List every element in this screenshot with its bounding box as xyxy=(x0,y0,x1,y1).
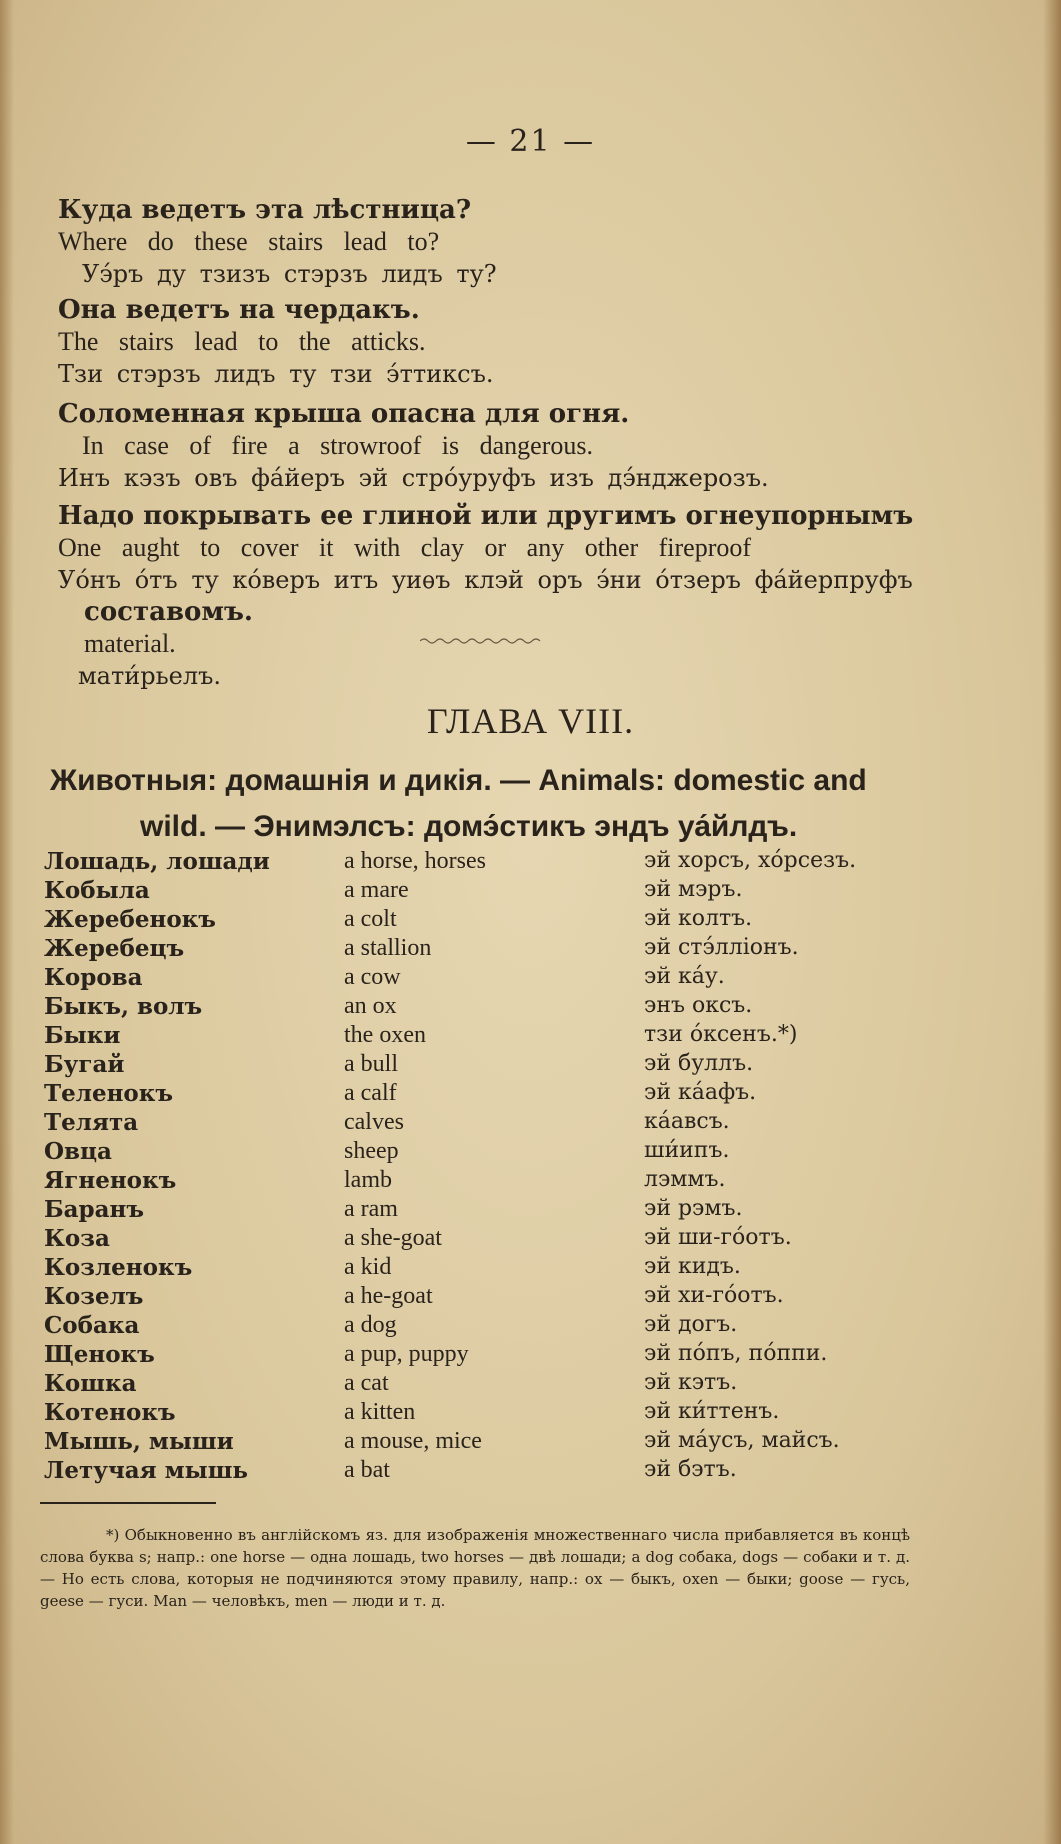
vocab-russian: Коза xyxy=(44,1225,110,1252)
vocab-transliteration: энъ оксъ. xyxy=(644,993,753,1018)
vocab-english: a bat xyxy=(344,1457,390,1483)
vocabulary-row xyxy=(44,1399,944,1428)
vocab-transliteration: эй буллъ. xyxy=(644,1051,754,1076)
vocab-transliteration: ши́ипъ. xyxy=(644,1138,730,1163)
vocab-english: the oxen xyxy=(344,1022,426,1048)
vocab-russian: Ягненокъ xyxy=(44,1167,177,1194)
vocab-transliteration: лэммъ. xyxy=(644,1167,726,1192)
chapter-subtitle-line-2: wild. — Энимэлсъ: домэ́стикъ эндъ уа́йлдъ. xyxy=(140,810,798,843)
vocab-russian: Быки xyxy=(44,1022,121,1049)
english-sentence: In case of fire a strowroof is dangerous. xyxy=(82,431,593,460)
vocab-russian: Лошадь, лошади xyxy=(44,848,270,875)
vocabulary-row xyxy=(44,848,944,877)
vocabulary-row xyxy=(44,877,944,906)
vocab-transliteration: эй ши-го́отъ. xyxy=(644,1225,792,1250)
vocab-english: a colt xyxy=(344,906,397,932)
english-sentence-continuation: material. xyxy=(84,629,176,658)
vocab-russian: Кобыла xyxy=(44,877,150,904)
vocab-russian: Быкъ, волъ xyxy=(44,993,203,1020)
english-sentence: The stairs lead to the atticks. xyxy=(58,327,426,356)
vocab-russian: Телята xyxy=(44,1109,139,1136)
decorative-squiggle xyxy=(420,637,545,645)
vocab-english: calves xyxy=(344,1109,404,1135)
vocab-transliteration: эй хи-го́отъ. xyxy=(644,1283,784,1308)
english-sentence: Where do these stairs lead to? xyxy=(58,227,440,256)
transliteration: Тзи стэрзъ лидъ ту тзи э́ттиксъ. xyxy=(58,360,494,388)
vocab-transliteration: эй бэтъ. xyxy=(644,1457,737,1482)
english-sentence: One aught to cover it with clay or any other fireproof xyxy=(58,533,752,562)
transliteration: Уо́нъ о́тъ ту ко́веръ итъ уиѳъ клэй оръ э́ни о́тзеръ фа́йерпруфъ xyxy=(58,566,913,594)
vocab-transliteration: эй колтъ. xyxy=(644,906,753,931)
vocab-russian: Козленокъ xyxy=(44,1254,193,1281)
vocab-russian: Теленокъ xyxy=(44,1080,174,1107)
vocab-english: a dog xyxy=(344,1312,397,1338)
russian-sentence-continuation: составомъ. xyxy=(84,597,253,627)
dialogue-entry xyxy=(58,398,991,494)
transliteration: Уэ́ръ ду тзизъ стэрзъ лидъ ту? xyxy=(82,260,497,288)
vocab-english: a bull xyxy=(344,1051,398,1077)
vocabulary-row xyxy=(44,1312,944,1341)
vocab-english: an ox xyxy=(344,993,397,1019)
vocab-russian: Жеребенокъ xyxy=(44,906,216,933)
vocab-english: a ram xyxy=(344,1196,398,1222)
vocabulary-row xyxy=(44,1254,944,1283)
vocabulary-row xyxy=(44,1138,944,1167)
vocab-russian: Баранъ xyxy=(44,1196,145,1223)
chapter-subtitle-line-1: Животныя: домашнія и дикія. — Animals: domestic and xyxy=(50,764,867,797)
vocabulary-row xyxy=(44,993,944,1022)
vocabulary-row xyxy=(44,1022,944,1051)
footnote xyxy=(40,1524,910,1612)
vocab-english: a kid xyxy=(344,1254,392,1280)
page-edge-left xyxy=(0,0,14,1844)
russian-sentence: Она ведетъ на чердакъ. xyxy=(58,295,420,325)
vocab-russian: Щенокъ xyxy=(44,1341,155,1368)
vocab-transliteration: эй стэ́лліонъ. xyxy=(644,935,799,960)
vocab-transliteration: тзи о́ксенъ.*) xyxy=(644,1022,798,1047)
vocab-transliteration: эй рэмъ. xyxy=(644,1196,743,1221)
footnote-separator xyxy=(40,1502,216,1504)
vocab-transliteration: эй хорсъ, хо́рсезъ. xyxy=(644,848,857,873)
vocab-english: a pup, puppy xyxy=(344,1341,469,1367)
vocab-russian: Жеребецъ xyxy=(44,935,185,962)
vocab-transliteration: эй догъ. xyxy=(644,1312,738,1337)
vocab-russian: Собака xyxy=(44,1312,140,1339)
vocab-english: sheep xyxy=(344,1138,399,1164)
vocab-russian: Овца xyxy=(44,1138,112,1165)
page-number: — 21 — xyxy=(465,124,596,159)
dialogue-entry xyxy=(58,500,991,692)
russian-sentence: Надо покрывать ее глиной или другимъ огнеупорнымъ xyxy=(58,501,914,531)
vocab-transliteration: эй ки́ттенъ. xyxy=(644,1399,780,1424)
vocab-transliteration: эй ма́усъ, майсъ. xyxy=(644,1428,840,1453)
vocab-russian: Кошка xyxy=(44,1370,137,1397)
transliteration-continuation: мати́рьелъ. xyxy=(78,662,222,690)
vocab-english: lamb xyxy=(344,1167,392,1193)
vocabulary-row xyxy=(44,935,944,964)
page-edge-right xyxy=(1043,0,1061,1844)
vocab-transliteration: эй мэръ. xyxy=(644,877,743,902)
vocab-transliteration: эй ка́у. xyxy=(644,964,725,989)
vocab-english: a kitten xyxy=(344,1399,416,1425)
vocabulary-row xyxy=(44,1428,944,1457)
vocab-russian: Мышь, мыши xyxy=(44,1428,234,1455)
vocab-russian: Корова xyxy=(44,964,143,991)
vocabulary-row xyxy=(44,1341,944,1370)
russian-sentence: Куда ведетъ эта лѣстница? xyxy=(58,195,472,225)
vocabulary-table xyxy=(44,848,944,1486)
vocabulary-row xyxy=(44,1370,944,1399)
vocab-english: a he-goat xyxy=(344,1283,433,1309)
vocab-english: a she-goat xyxy=(344,1225,442,1251)
russian-sentence: Соломенная крыша опасна для огня. xyxy=(58,399,630,429)
vocab-transliteration: эй кэтъ. xyxy=(644,1370,738,1395)
vocabulary-row xyxy=(44,906,944,935)
vocabulary-row xyxy=(44,1051,944,1080)
vocabulary-row xyxy=(44,1225,944,1254)
vocab-english: a mare xyxy=(344,877,409,903)
chapter-title: ГЛАВА VIII. xyxy=(426,701,635,741)
vocab-english: a cat xyxy=(344,1370,389,1396)
footnote-text: *) Обыкновенно въ англійскомъ яз. для изображенія множественнаго числа прибавляется въ концѣ слова буква s; напр.: one horse — одна лошадь, two horses — двѣ лошади; a dog собака, dogs — собаки и т. д. — Но есть слова, которыя не подчиняются этому правилу, напр.: ox — быкъ, oxen — быки; goose — гусь, geese — гуси. Man — человѣкъ, men — люди и т. д. xyxy=(40,1526,910,1610)
vocab-russian: Летучая мышь xyxy=(44,1457,249,1484)
vocab-russian: Бугай xyxy=(44,1051,125,1078)
vocabulary-row xyxy=(44,1109,944,1138)
vocab-english: a calf xyxy=(344,1080,397,1106)
vocab-transliteration: эй ка́афъ. xyxy=(644,1080,757,1105)
chapter-subtitle xyxy=(50,758,980,850)
transliteration: Инъ кэзъ овъ фа́йеръ эй стро́уруфъ изъ дэ́нджерозъ. xyxy=(58,464,769,492)
vocabulary-row xyxy=(44,1080,944,1109)
vocab-english: a cow xyxy=(344,964,401,990)
vocabulary-row xyxy=(44,1167,944,1196)
vocabulary-row xyxy=(44,1457,944,1486)
dialogue-entry xyxy=(58,294,991,390)
vocabulary-row xyxy=(44,1196,944,1225)
vocab-russian: Козелъ xyxy=(44,1283,144,1310)
vocab-english: a horse, horses xyxy=(344,848,486,874)
vocab-transliteration: эй кидъ. xyxy=(644,1254,741,1279)
vocab-transliteration: ка́авсъ. xyxy=(644,1109,730,1134)
vocab-english: a mouse, mice xyxy=(344,1428,482,1454)
vocab-transliteration: эй по́пъ, по́ппи. xyxy=(644,1341,828,1366)
vocab-english: a stallion xyxy=(344,935,432,961)
vocabulary-row xyxy=(44,964,944,993)
dialogue-entry xyxy=(58,194,991,290)
vocab-russian: Котенокъ xyxy=(44,1399,176,1426)
vocabulary-row xyxy=(44,1283,944,1312)
